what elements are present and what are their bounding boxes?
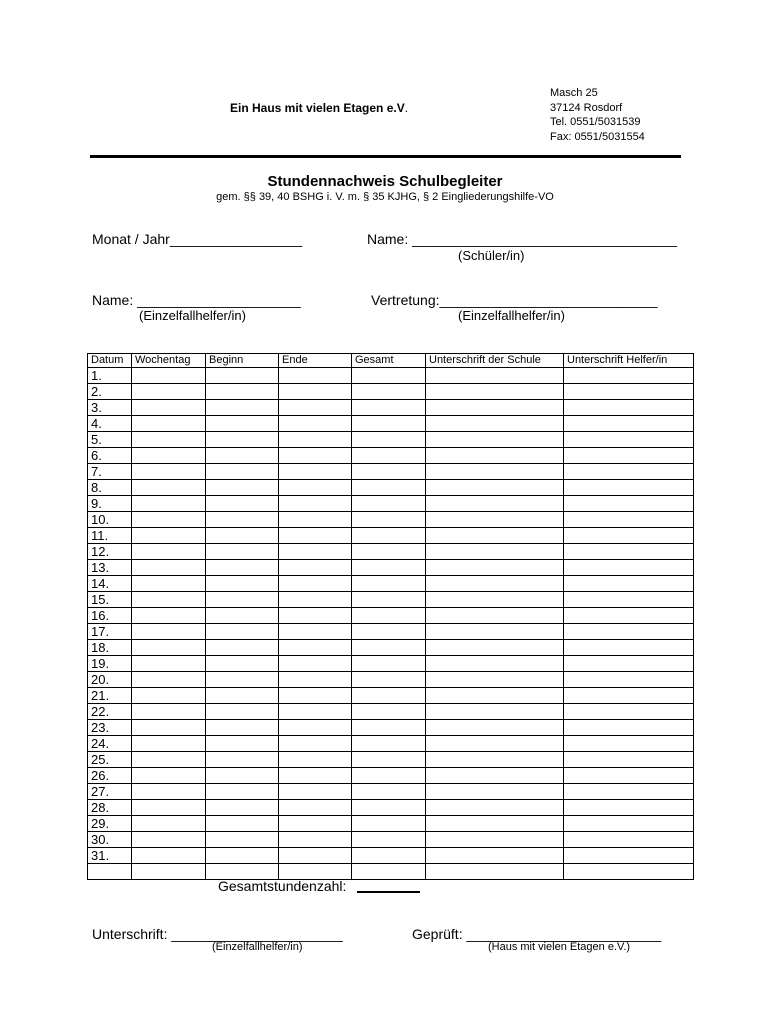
entry-cell[interactable]	[206, 784, 279, 800]
table-row	[88, 448, 694, 464]
entry-cell[interactable]	[426, 720, 564, 736]
column-header: Unterschrift der Schule	[426, 354, 564, 368]
column-header: Unterschrift Helfer/in	[564, 354, 694, 368]
entry-cell[interactable]	[132, 848, 206, 864]
address-city: 37124 Rosdorf	[550, 101, 623, 114]
entry-cell[interactable]	[352, 416, 426, 432]
entry-cell[interactable]	[564, 768, 694, 784]
entry-cell[interactable]	[352, 864, 426, 880]
entry-cell[interactable]	[206, 512, 279, 528]
column-header: Datum	[88, 354, 132, 368]
table-row	[88, 736, 694, 752]
entry-cell[interactable]	[352, 384, 426, 400]
date-cell: 11.	[88, 528, 132, 544]
entry-cell[interactable]	[279, 720, 352, 736]
entry-cell[interactable]	[352, 816, 426, 832]
entry-cell[interactable]	[132, 752, 206, 768]
entry-cell[interactable]	[132, 528, 206, 544]
entry-cell[interactable]	[352, 688, 426, 704]
entry-cell[interactable]	[564, 656, 694, 672]
entry-cell[interactable]	[132, 448, 206, 464]
entry-cell[interactable]	[279, 688, 352, 704]
entry-cell[interactable]	[426, 864, 564, 880]
entry-cell[interactable]	[426, 512, 564, 528]
entry-cell[interactable]	[206, 560, 279, 576]
table-row	[88, 432, 694, 448]
entry-cell[interactable]	[132, 640, 206, 656]
entry-cell[interactable]	[206, 576, 279, 592]
date-cell: 25.	[88, 752, 132, 768]
entry-cell[interactable]	[132, 400, 206, 416]
entry-cell[interactable]	[352, 512, 426, 528]
entry-cell[interactable]	[352, 848, 426, 864]
entry-cell[interactable]	[132, 560, 206, 576]
entry-cell[interactable]	[352, 592, 426, 608]
organization-name: Ein Haus mit vielen Etagen e.V.	[230, 101, 409, 115]
date-cell: 6.	[88, 448, 132, 464]
entry-cell[interactable]	[279, 640, 352, 656]
entry-cell[interactable]	[279, 368, 352, 384]
entry-cell[interactable]	[279, 784, 352, 800]
entry-cell[interactable]	[564, 736, 694, 752]
entry-cell[interactable]	[279, 608, 352, 624]
entry-cell[interactable]	[564, 608, 694, 624]
entry-cell[interactable]	[352, 784, 426, 800]
table-row	[88, 752, 694, 768]
entry-cell[interactable]	[279, 624, 352, 640]
entry-cell[interactable]	[206, 368, 279, 384]
entry-cell[interactable]	[564, 640, 694, 656]
entry-cell[interactable]	[564, 800, 694, 816]
entry-cell[interactable]	[352, 448, 426, 464]
entry-cell[interactable]	[426, 400, 564, 416]
column-header: Ende	[279, 354, 352, 368]
entry-cell[interactable]	[279, 736, 352, 752]
date-cell: 10.	[88, 512, 132, 528]
table-row	[88, 768, 694, 784]
entry-cell[interactable]	[564, 704, 694, 720]
entry-cell[interactable]	[564, 432, 694, 448]
entry-cell[interactable]	[206, 608, 279, 624]
entry-cell[interactable]	[352, 736, 426, 752]
entry-cell[interactable]	[352, 768, 426, 784]
entry-cell[interactable]	[352, 640, 426, 656]
table-row	[88, 496, 694, 512]
entry-cell[interactable]	[426, 656, 564, 672]
entry-cell[interactable]	[426, 800, 564, 816]
entry-cell[interactable]	[426, 848, 564, 864]
entry-cell[interactable]	[206, 768, 279, 784]
entry-cell[interactable]	[564, 496, 694, 512]
entry-cell[interactable]	[564, 864, 694, 880]
hours-table	[87, 353, 694, 880]
date-cell: 20.	[88, 672, 132, 688]
entry-cell[interactable]	[564, 384, 694, 400]
entry-cell[interactable]	[279, 464, 352, 480]
table-row	[88, 832, 694, 848]
date-cell: 18.	[88, 640, 132, 656]
table-row	[88, 688, 694, 704]
entry-cell[interactable]	[564, 544, 694, 560]
entry-cell[interactable]	[279, 432, 352, 448]
entry-cell[interactable]	[352, 544, 426, 560]
entry-cell[interactable]	[279, 416, 352, 432]
table-row	[88, 608, 694, 624]
table-row	[88, 368, 694, 384]
date-cell: 21.	[88, 688, 132, 704]
entry-cell[interactable]	[426, 416, 564, 432]
entry-cell[interactable]	[564, 560, 694, 576]
entry-cell[interactable]	[564, 400, 694, 416]
entry-cell[interactable]	[132, 576, 206, 592]
entry-cell[interactable]	[206, 800, 279, 816]
entry-cell[interactable]	[564, 368, 694, 384]
entry-cell[interactable]	[352, 656, 426, 672]
entry-cell[interactable]	[132, 416, 206, 432]
entry-cell[interactable]	[279, 816, 352, 832]
table-row	[88, 576, 694, 592]
entry-cell[interactable]	[426, 736, 564, 752]
entry-cell[interactable]	[564, 592, 694, 608]
entry-cell[interactable]	[206, 816, 279, 832]
entry-cell[interactable]	[206, 480, 279, 496]
entry-cell[interactable]	[426, 560, 564, 576]
entry-cell[interactable]	[426, 432, 564, 448]
date-cell: 28.	[88, 800, 132, 816]
helper-name-field[interactable]: Name: _____________________	[92, 292, 301, 308]
entry-cell[interactable]	[132, 768, 206, 784]
entry-cell[interactable]	[132, 608, 206, 624]
entry-cell[interactable]	[206, 736, 279, 752]
entry-cell[interactable]	[279, 592, 352, 608]
entry-cell[interactable]	[352, 480, 426, 496]
entry-cell[interactable]	[132, 384, 206, 400]
entry-cell[interactable]	[564, 576, 694, 592]
entry-cell[interactable]	[426, 448, 564, 464]
table-row	[88, 640, 694, 656]
entry-cell[interactable]	[206, 432, 279, 448]
table-row	[88, 592, 694, 608]
signature-field[interactable]: Unterschrift: ______________________	[92, 926, 343, 942]
entry-cell[interactable]	[279, 512, 352, 528]
entry-cell[interactable]	[564, 528, 694, 544]
entry-cell[interactable]	[352, 368, 426, 384]
entry-cell[interactable]	[426, 368, 564, 384]
entry-cell[interactable]	[132, 720, 206, 736]
entry-cell[interactable]	[279, 672, 352, 688]
document-subtitle: gem. §§ 39, 40 BSHG i. V. m. § 35 KJHG, § 2 Eingliederungshilfe-VO	[216, 191, 554, 203]
table-row	[88, 560, 694, 576]
table-row	[88, 704, 694, 720]
table-row	[88, 464, 694, 480]
entry-cell[interactable]	[426, 672, 564, 688]
entry-cell[interactable]	[132, 704, 206, 720]
entry-cell[interactable]	[132, 864, 206, 880]
table-row	[88, 544, 694, 560]
date-cell: 30.	[88, 832, 132, 848]
entry-cell[interactable]	[132, 464, 206, 480]
date-cell: 19.	[88, 656, 132, 672]
date-cell: 29.	[88, 816, 132, 832]
entry-cell[interactable]	[279, 560, 352, 576]
entry-cell[interactable]	[352, 528, 426, 544]
entry-cell[interactable]	[426, 768, 564, 784]
entry-cell[interactable]	[132, 816, 206, 832]
entry-cell[interactable]	[564, 816, 694, 832]
student-name-caption: (Schüler/in)	[458, 248, 525, 263]
table-header-row	[88, 354, 694, 368]
entry-cell[interactable]	[132, 480, 206, 496]
table-row	[88, 416, 694, 432]
entry-cell[interactable]	[564, 720, 694, 736]
entry-cell[interactable]	[132, 656, 206, 672]
table-row	[88, 624, 694, 640]
entry-cell[interactable]	[279, 752, 352, 768]
entry-cell[interactable]	[279, 448, 352, 464]
entry-cell[interactable]	[426, 640, 564, 656]
entry-cell[interactable]	[279, 848, 352, 864]
entry-cell[interactable]	[206, 656, 279, 672]
entry-cell[interactable]	[564, 480, 694, 496]
entry-cell[interactable]	[426, 544, 564, 560]
date-cell: 22.	[88, 704, 132, 720]
total-hours-label: Gesamtstundenzahl:	[218, 878, 347, 894]
date-cell: 9.	[88, 496, 132, 512]
column-header: Gesamt	[352, 354, 426, 368]
entry-cell[interactable]	[564, 624, 694, 640]
entry-cell[interactable]	[426, 752, 564, 768]
date-cell: 14.	[88, 576, 132, 592]
entry-cell[interactable]	[352, 832, 426, 848]
entry-cell[interactable]	[279, 496, 352, 512]
student-name-field[interactable]: Name: __________________________________	[367, 231, 677, 247]
table-row	[88, 672, 694, 688]
date-cell: 26.	[88, 768, 132, 784]
address-street: Masch 25	[550, 87, 598, 99]
entry-cell[interactable]	[132, 544, 206, 560]
entry-cell[interactable]	[352, 752, 426, 768]
entry-cell[interactable]	[564, 464, 694, 480]
entry-cell[interactable]	[426, 480, 564, 496]
entry-cell[interactable]	[279, 800, 352, 816]
total-hours-field[interactable]	[357, 891, 420, 893]
checked-by-caption: (Haus mit vielen Etagen e.V.)	[488, 941, 631, 953]
date-cell: 5.	[88, 432, 132, 448]
entry-cell[interactable]	[206, 528, 279, 544]
entry-cell[interactable]	[206, 672, 279, 688]
entry-cell[interactable]	[352, 560, 426, 576]
entry-cell[interactable]	[206, 688, 279, 704]
date-cell: 27.	[88, 784, 132, 800]
table-row	[88, 816, 694, 832]
address-phone: Tel. 0551/5031539	[550, 116, 641, 128]
table-row	[88, 384, 694, 400]
column-header: Beginn	[206, 354, 279, 368]
entry-cell[interactable]	[426, 608, 564, 624]
table-row	[88, 800, 694, 816]
entry-cell[interactable]	[206, 400, 279, 416]
entry-cell[interactable]	[426, 624, 564, 640]
date-cell: 24.	[88, 736, 132, 752]
entry-cell[interactable]	[352, 624, 426, 640]
entry-cell[interactable]	[426, 576, 564, 592]
entry-cell[interactable]	[279, 768, 352, 784]
entry-cell[interactable]	[132, 624, 206, 640]
date-cell: 23.	[88, 720, 132, 736]
date-cell: 31.	[88, 848, 132, 864]
entry-cell[interactable]	[426, 464, 564, 480]
table-row	[88, 720, 694, 736]
entry-cell[interactable]	[206, 464, 279, 480]
entry-cell[interactable]	[279, 704, 352, 720]
month-year-field[interactable]: Monat / Jahr_________________	[92, 231, 303, 247]
table-row	[88, 784, 694, 800]
header-divider	[90, 155, 681, 158]
date-cell: 17.	[88, 624, 132, 640]
column-header: Wochentag	[132, 354, 206, 368]
helper-name-caption: (Einzelfallhelfer/in)	[139, 308, 246, 323]
entry-cell[interactable]	[206, 752, 279, 768]
substitute-caption: (Einzelfallhelfer/in)	[458, 308, 565, 323]
entry-cell[interactable]	[206, 496, 279, 512]
date-cell: 1.	[88, 368, 132, 384]
entry-cell[interactable]	[564, 672, 694, 688]
date-cell: 8.	[88, 480, 132, 496]
entry-cell[interactable]	[564, 832, 694, 848]
entry-cell[interactable]	[206, 720, 279, 736]
entry-cell[interactable]	[206, 624, 279, 640]
entry-cell[interactable]	[132, 736, 206, 752]
date-cell: 2.	[88, 384, 132, 400]
date-cell: 4.	[88, 416, 132, 432]
table-row	[88, 656, 694, 672]
entry-cell[interactable]	[206, 832, 279, 848]
entry-cell[interactable]	[279, 400, 352, 416]
entry-cell[interactable]	[279, 544, 352, 560]
entry-cell[interactable]	[132, 368, 206, 384]
entry-cell[interactable]	[132, 784, 206, 800]
entry-cell[interactable]	[279, 576, 352, 592]
entry-cell[interactable]	[132, 512, 206, 528]
signature-caption: (Einzelfallhelfer/in)	[212, 941, 303, 953]
entry-cell[interactable]	[132, 832, 206, 848]
entry-cell[interactable]	[564, 752, 694, 768]
entry-cell[interactable]	[132, 800, 206, 816]
table-row	[88, 400, 694, 416]
entry-cell[interactable]	[426, 528, 564, 544]
entry-cell[interactable]	[206, 544, 279, 560]
date-cell: 7.	[88, 464, 132, 480]
entry-cell[interactable]	[206, 448, 279, 464]
entry-cell[interactable]	[564, 848, 694, 864]
entry-cell[interactable]	[279, 528, 352, 544]
entry-cell[interactable]	[132, 688, 206, 704]
entry-cell[interactable]	[132, 672, 206, 688]
entry-cell[interactable]	[352, 464, 426, 480]
entry-cell[interactable]	[564, 688, 694, 704]
entry-cell[interactable]	[279, 480, 352, 496]
date-cell: 13.	[88, 560, 132, 576]
entry-cell[interactable]	[426, 784, 564, 800]
entry-cell[interactable]	[352, 672, 426, 688]
entry-cell[interactable]	[132, 496, 206, 512]
entry-cell[interactable]	[564, 784, 694, 800]
entry-cell[interactable]	[352, 496, 426, 512]
entry-cell[interactable]	[426, 688, 564, 704]
date-cell	[88, 864, 132, 880]
entry-cell[interactable]	[206, 592, 279, 608]
entry-cell[interactable]	[279, 832, 352, 848]
address-fax: Fax: 0551/5031554	[550, 130, 645, 143]
table-row	[88, 848, 694, 864]
entry-cell[interactable]	[352, 576, 426, 592]
entry-cell[interactable]	[352, 704, 426, 720]
entry-cell[interactable]	[426, 816, 564, 832]
address-block	[550, 86, 645, 144]
entry-cell[interactable]	[564, 416, 694, 432]
entry-cell[interactable]	[564, 448, 694, 464]
entry-cell[interactable]	[352, 432, 426, 448]
entry-cell[interactable]	[279, 384, 352, 400]
date-cell: 12.	[88, 544, 132, 560]
table-row	[88, 528, 694, 544]
entry-cell[interactable]	[426, 496, 564, 512]
table-row	[88, 864, 694, 880]
entry-cell[interactable]	[426, 832, 564, 848]
date-cell: 3.	[88, 400, 132, 416]
entry-cell[interactable]	[206, 384, 279, 400]
date-cell: 15.	[88, 592, 132, 608]
entry-cell[interactable]	[206, 416, 279, 432]
entry-cell[interactable]	[352, 720, 426, 736]
entry-cell[interactable]	[426, 384, 564, 400]
table-row	[88, 480, 694, 496]
substitute-field[interactable]: Vertretung:____________________________	[371, 292, 658, 308]
entry-cell[interactable]	[206, 848, 279, 864]
checked-by-field[interactable]: Geprüft: _________________________	[412, 926, 662, 942]
entry-cell[interactable]	[352, 608, 426, 624]
entry-cell[interactable]	[206, 704, 279, 720]
table-row	[88, 512, 694, 528]
entry-cell[interactable]	[352, 800, 426, 816]
entry-cell[interactable]	[426, 704, 564, 720]
entry-cell[interactable]	[279, 656, 352, 672]
entry-cell[interactable]	[132, 432, 206, 448]
entry-cell[interactable]	[352, 400, 426, 416]
entry-cell[interactable]	[426, 592, 564, 608]
entry-cell[interactable]	[564, 512, 694, 528]
entry-cell[interactable]	[206, 640, 279, 656]
document-title: Stundennachweis Schulbegleiter	[267, 173, 503, 190]
entry-cell[interactable]	[132, 592, 206, 608]
date-cell: 16.	[88, 608, 132, 624]
